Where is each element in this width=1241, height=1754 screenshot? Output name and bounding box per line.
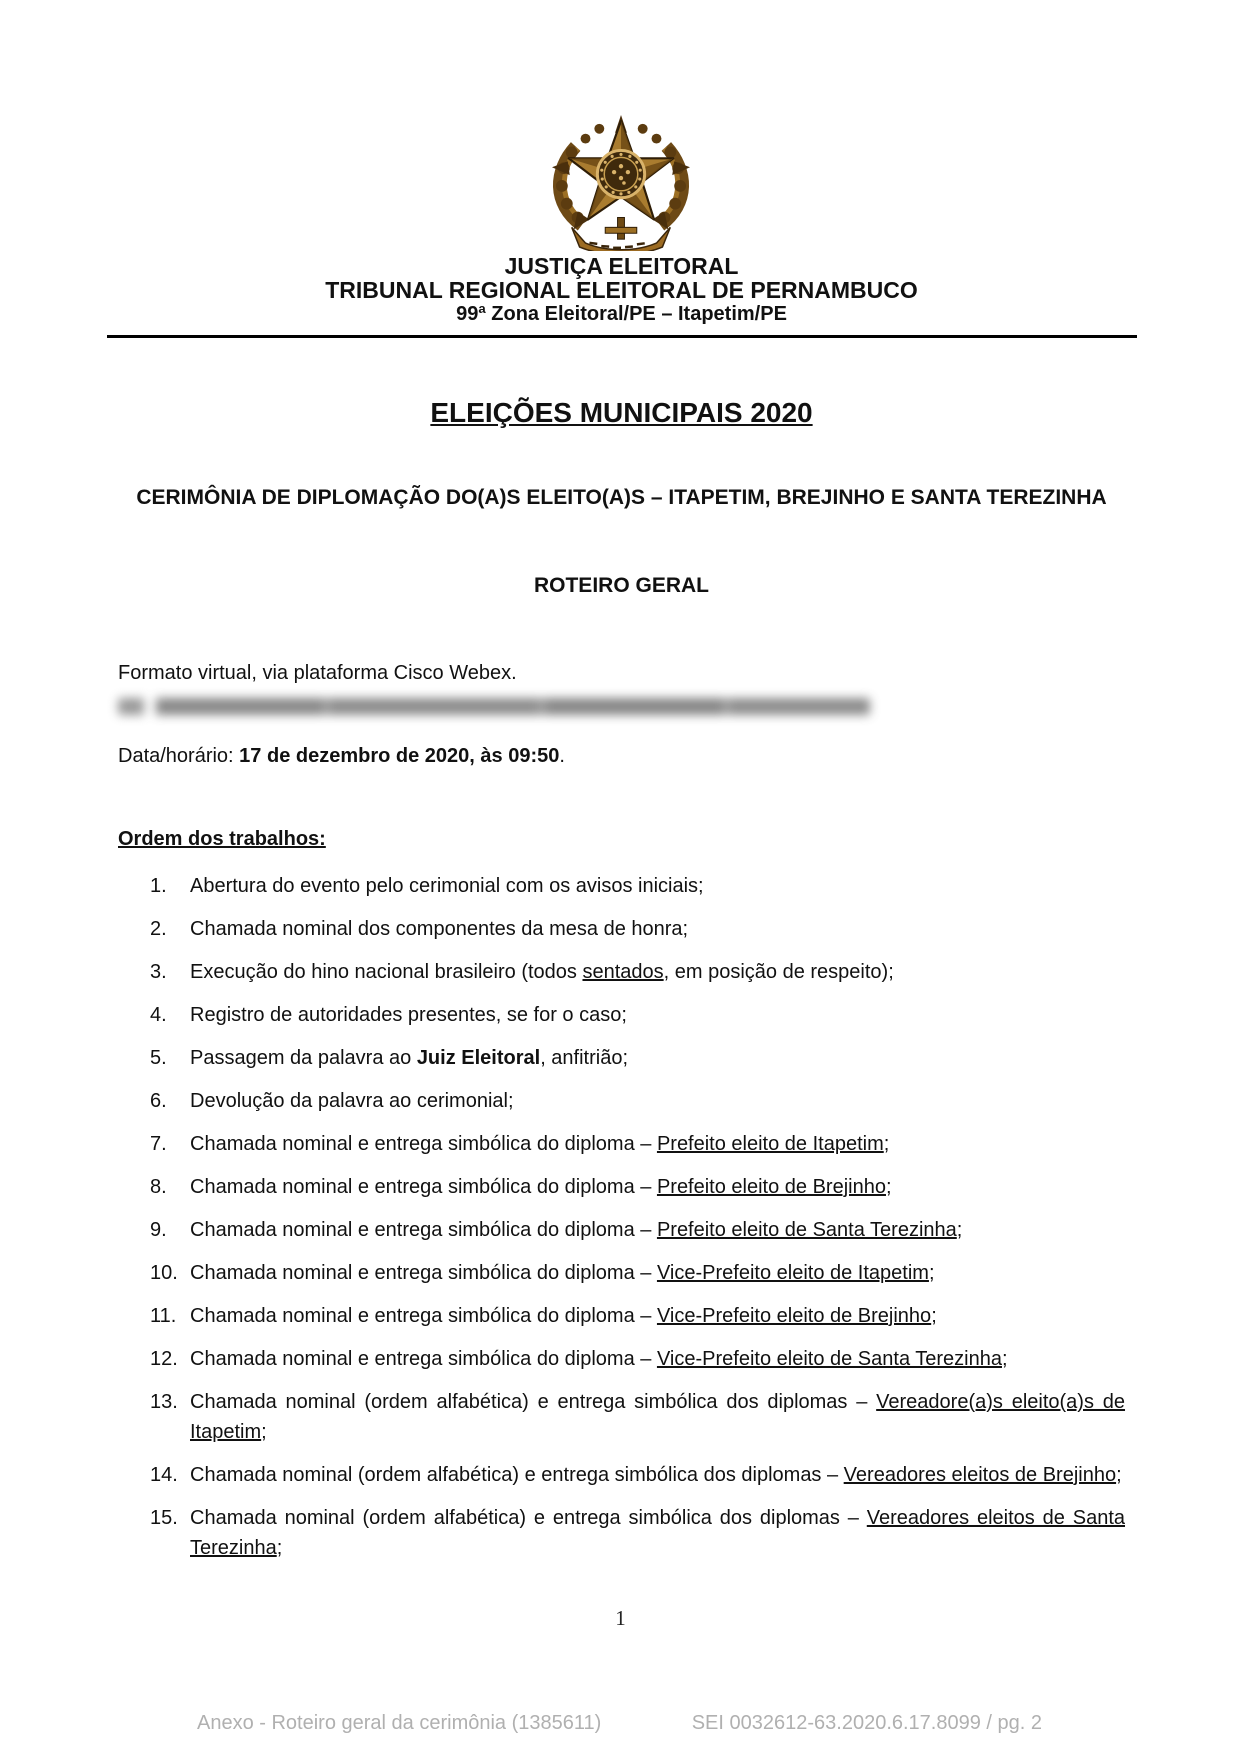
list-item-text: Chamada nominal e entrega simbólica do diploma – Prefeito eleito de Itapetim; bbox=[190, 1133, 890, 1155]
list-item-number: 4. bbox=[150, 1004, 167, 1026]
brazil-coat-of-arms-icon bbox=[542, 113, 700, 251]
list-item-text: Devolução da palavra ao cerimonial; bbox=[190, 1090, 514, 1112]
list-item bbox=[118, 957, 1125, 987]
list-item-text: Chamada nominal (ordem alfabética) e entrega simbólica dos diplomas – Vereadore(a)s eleito(a)s de Itapetim; bbox=[190, 1391, 1126, 1443]
list-item-number: 14. bbox=[150, 1464, 178, 1486]
list-item-number: 2. bbox=[150, 918, 167, 940]
list-item-text: Chamada nominal e entrega simbólica do diploma – Prefeito eleito de Santa Terezinha; bbox=[190, 1219, 963, 1241]
list-item bbox=[118, 1215, 1125, 1245]
list-item-text: Execução do hino nacional brasileiro (todos sentados, em posição de respeito); bbox=[190, 961, 894, 983]
section-title: ROTEIRO GERAL bbox=[533, 574, 709, 597]
list-item-text: Passagem da palavra ao Juiz Eleitoral, anfitrião; bbox=[190, 1047, 629, 1069]
date-value: 17 de dezembro de 2020, às 09:50 bbox=[239, 745, 560, 767]
date-label: Data/horário: bbox=[118, 745, 240, 767]
list-item-text: Chamada nominal (ordem alfabética) e entrega simbólica dos diplomas – Vereadores eleitos de Santa Terezinha; bbox=[190, 1507, 1126, 1559]
list-item-text: Chamada nominal e entrega simbólica do diploma – Vice-Prefeito eleito de Santa Terezinha; bbox=[190, 1348, 1008, 1370]
list-item bbox=[118, 1129, 1125, 1159]
list-item bbox=[118, 1043, 1125, 1073]
footer-sei-reference: SEI 0032612-63.2020.6.17.8099 / pg. 2 bbox=[691, 1712, 1042, 1734]
list-item bbox=[118, 1086, 1125, 1116]
header-line-tribunal: TRIBUNAL REGIONAL ELEITORAL DE PERNAMBUCO bbox=[325, 277, 918, 303]
list-item-number: 9. bbox=[150, 1219, 167, 1241]
redacted-meeting-link bbox=[118, 698, 870, 715]
list-item bbox=[118, 1387, 1125, 1447]
date-line bbox=[118, 743, 1125, 769]
list-item bbox=[118, 1258, 1125, 1288]
list-item-number: 3. bbox=[150, 961, 167, 983]
list-item-number: 6. bbox=[150, 1090, 167, 1112]
document-title: ELEIÇÕES MUNICIPAIS 2020 bbox=[430, 397, 813, 428]
list-item bbox=[118, 1460, 1125, 1490]
header-line-justica-eleitoral: JUSTIÇA ELEITORAL bbox=[504, 253, 739, 279]
list-item-text: Chamada nominal e entrega simbólica do diploma – Prefeito eleito de Brejinho; bbox=[190, 1176, 892, 1198]
list-item-number: 8. bbox=[150, 1176, 167, 1198]
list-item-text: Chamada nominal (ordem alfabética) e entrega simbólica dos diplomas – Vereadores eleitos de Brejinho; bbox=[190, 1464, 1122, 1486]
header-divider bbox=[107, 335, 1137, 338]
emblem-container bbox=[0, 0, 1241, 251]
list-item-number: 7. bbox=[150, 1133, 167, 1155]
list-item bbox=[118, 871, 1125, 901]
page-number: 1 bbox=[615, 1606, 626, 1630]
format-line: Formato virtual, via plataforma Cisco Webex. bbox=[118, 662, 517, 684]
list-item-number: 10. bbox=[150, 1262, 178, 1284]
list-item bbox=[118, 1172, 1125, 1202]
document-subtitle: CERIMÔNIA DE DIPLOMAÇÃO DO(A)S ELEITO(A)S – ITAPETIM, BREJINHO E SANTA TEREZINHA bbox=[136, 486, 1107, 509]
list-item-text: Abertura do evento pelo cerimonial com os avisos iniciais; bbox=[190, 875, 704, 897]
list-item-number: 13. bbox=[150, 1391, 178, 1413]
list-item bbox=[118, 1000, 1125, 1030]
list-item-number: 15. bbox=[150, 1507, 178, 1529]
list-item bbox=[118, 914, 1125, 944]
list-item-text: Chamada nominal e entrega simbólica do diploma – Vice-Prefeito eleito de Brejinho; bbox=[190, 1305, 937, 1327]
list-item bbox=[118, 1344, 1125, 1374]
list-item-number: 5. bbox=[150, 1047, 167, 1069]
order-list bbox=[118, 871, 1125, 1563]
list-item-text: Registro de autoridades presentes, se for o caso; bbox=[190, 1004, 627, 1026]
header-line-zona-eleitoral: 99ª Zona Eleitoral/PE – Itapetim/PE bbox=[456, 303, 787, 325]
date-period: . bbox=[559, 745, 565, 767]
list-item-number: 11. bbox=[150, 1305, 177, 1327]
list-item bbox=[118, 1503, 1125, 1563]
footer-annex-label: Anexo - Roteiro geral da cerimônia (1385611) bbox=[197, 1712, 602, 1734]
list-item-number: 12. bbox=[150, 1348, 178, 1370]
list-item-text: Chamada nominal dos componentes da mesa de honra; bbox=[190, 918, 689, 940]
list-item-text: Chamada nominal e entrega simbólica do diploma – Vice-Prefeito eleito de Itapetim; bbox=[190, 1262, 935, 1284]
list-item bbox=[118, 1301, 1125, 1331]
order-of-works-heading: Ordem dos trabalhos: bbox=[118, 828, 326, 850]
list-item-number: 1. bbox=[150, 875, 167, 897]
footer bbox=[197, 1712, 1042, 1735]
